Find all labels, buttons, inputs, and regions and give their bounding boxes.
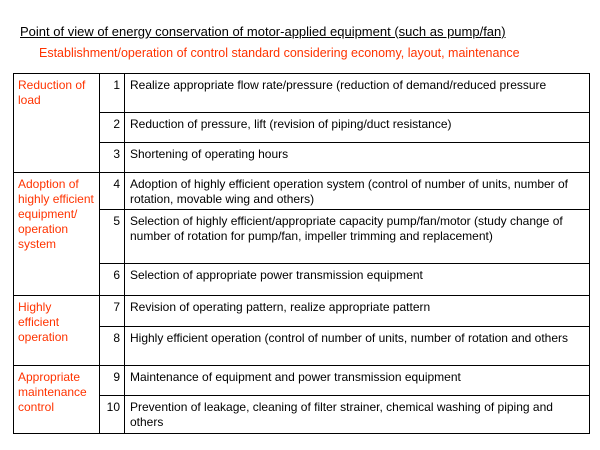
item-number: 1	[100, 74, 125, 113]
table-row	[14, 113, 590, 143]
table-row	[14, 74, 590, 113]
item-text: Maintenance of equipment and power transmission equipment	[125, 366, 590, 396]
item-text: Realize appropriate flow rate/pressure (reduction of demand/reduced pressure	[125, 74, 590, 113]
table-row	[14, 143, 590, 173]
item-number: 8	[100, 327, 125, 366]
table-row	[14, 366, 590, 396]
item-number: 5	[100, 210, 125, 264]
table-row	[14, 327, 590, 366]
item-number: 2	[100, 113, 125, 143]
category-appropriate-maintenance-control: Appropriate maintenance control	[14, 366, 100, 434]
category-adoption-of-efficient-equipment: Adoption of highly efficient equipment/ operation system	[14, 173, 100, 296]
item-number: 4	[100, 173, 125, 210]
item-text: Selection of appropriate power transmission equipment	[125, 264, 590, 296]
measures-table	[13, 73, 590, 434]
item-text: Shortening of operating hours	[125, 143, 590, 173]
page-title: Point of view of energy conservation of motor-applied equipment (such as pump/fan)	[20, 24, 506, 39]
item-number: 7	[100, 296, 125, 327]
table-row	[14, 264, 590, 296]
table-row	[14, 210, 590, 264]
item-text: Revision of operating pattern, realize appropriate pattern	[125, 296, 590, 327]
table-row	[14, 396, 590, 434]
page-subtitle: Establishment/operation of control standard considering economy, layout, maintenance	[39, 46, 520, 60]
category-highly-efficient-operation: Highly efficient operation	[14, 296, 100, 366]
item-number: 10	[100, 396, 125, 434]
item-number: 9	[100, 366, 125, 396]
item-text: Highly efficient operation (control of number of units, number of rotation and others	[125, 327, 590, 366]
item-text: Selection of highly efficient/appropriate capacity pump/fan/motor (study change of number of rotation for pump/fan, impeller trimming and replacement)	[125, 210, 590, 264]
item-text: Adoption of highly efficient operation system (control of number of units, number of rotation, movable wing and others)	[125, 173, 590, 210]
table-row	[14, 173, 590, 210]
category-reduction-of-load: Reduction of load	[14, 74, 100, 173]
item-number: 3	[100, 143, 125, 173]
item-number: 6	[100, 264, 125, 296]
table-row	[14, 296, 590, 327]
item-text: Prevention of leakage, cleaning of filter strainer, chemical washing of piping and others	[125, 396, 590, 434]
item-text: Reduction of pressure, lift (revision of piping/duct resistance)	[125, 113, 590, 143]
